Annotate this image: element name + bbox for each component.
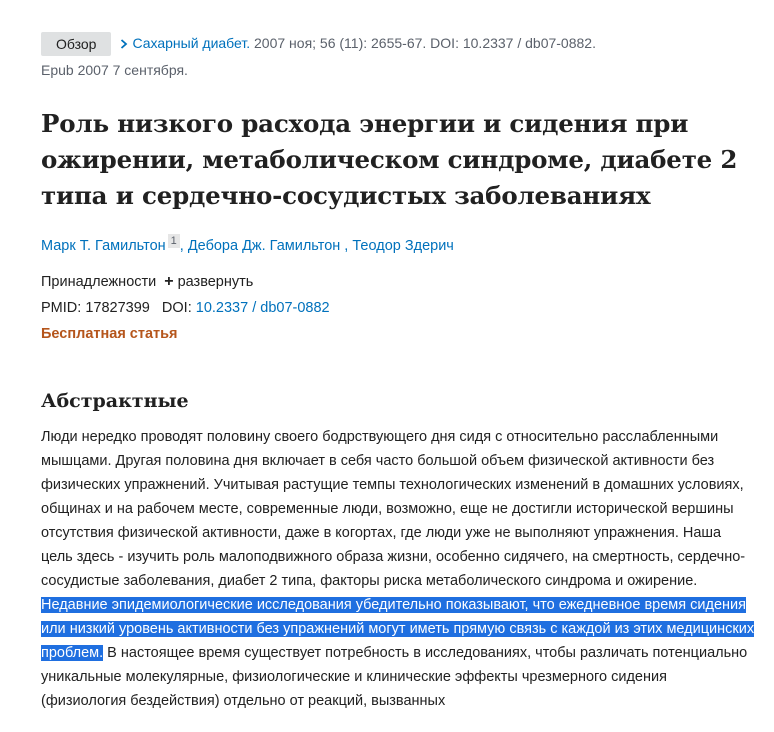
pmid-label: PMID: xyxy=(41,299,82,316)
journal-link[interactable]: Сахарный диабет. xyxy=(132,35,251,51)
affiliations-row xyxy=(41,269,761,295)
pmid-value: 17827399 xyxy=(85,299,150,316)
author-link[interactable]: Марк Т. Гамильтон xyxy=(41,237,166,254)
affiliations-label: Принадлежности xyxy=(41,273,157,290)
chevron-right-icon xyxy=(120,39,128,49)
epub-date: Epub 2007 7 сентября. xyxy=(41,62,188,78)
abstract-text xyxy=(41,425,755,713)
article-page xyxy=(41,30,761,713)
page-title: Роль низкого расхода энергии и сидения при ожирении, метаболическом синдроме, диабете 2 типа и сердечно-сосудистых заболеваниях xyxy=(41,109,738,210)
author-link[interactable]: Теодор Здерич xyxy=(352,237,454,254)
affiliation-number[interactable]: 1 xyxy=(168,234,180,248)
selected-text-highlight[interactable]: Недавние эпидемиологические исследования убедительно показывают, что ежедневное время сидения или низкий уровень активности без упражнений могут иметь прямую связь с каждой из этих медицинских проблем. xyxy=(41,596,755,661)
abstract-text-part: Люди нередко проводят половину своего бодрствующего дня сидя с относительно расслабленными мышцами. Другая половина дня включает в себя часто большой объем физической активности без физических упражнений. Учитывая растущие темпы технологических изменений в домашних условиях, общинах и на рабочем месте, современные люди, возможно, еще не достигли исторической вершины отсутствия физической активности, даже в когортах, где люди уже не выполняют упражнения. Наша цель здесь - изучить роль малоподвижного образа жизни, особенно сидячего, на смертность, сердечно-сосудистые заболевания, диабет 2 типа, факторы риска метаболического синдрома и ожирение. xyxy=(41,428,746,589)
free-article-label: Бесплатная статья xyxy=(41,325,178,342)
review-badge[interactable]: Обзор xyxy=(41,32,111,56)
expand-button[interactable]: развернуть xyxy=(177,273,254,290)
abstract-text-part: В настоящее время существует потребность в исследованиях, чтобы различать потенциально уникальные молекулярные, физиологические и клинические эффекты чрезмерного сидения (физиология бездействия) отдельно от реакций, вызванных xyxy=(41,644,748,709)
plus-icon[interactable]: + xyxy=(164,272,174,290)
identifiers-row xyxy=(41,295,761,321)
citation-details: 2007 ноя; 56 (11): 2655-67. DOI: 10.2337 / db07-0882. xyxy=(250,35,596,51)
abstract-heading: Абстрактные xyxy=(41,389,189,412)
doi-link[interactable]: 10.2337 / db07-0882 xyxy=(195,299,330,316)
authors-list: Марк Т. Гамильтон 1 , Дебора Дж. Гамильтон , Теодор Здерич xyxy=(41,235,454,254)
author-link[interactable]: Дебора Дж. Гамильтон xyxy=(187,237,341,254)
doi-label: DOI: xyxy=(161,299,192,316)
citation xyxy=(41,30,761,57)
